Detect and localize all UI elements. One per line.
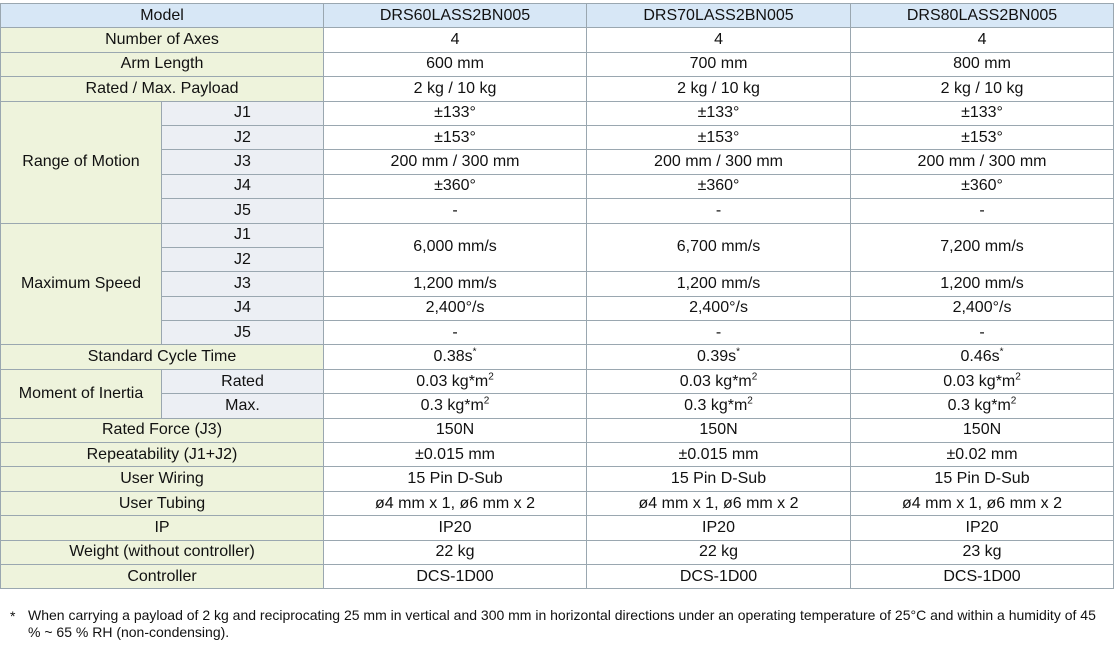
cell-value bbox=[324, 369, 587, 393]
table-row bbox=[1, 394, 1114, 418]
footnote-mark: * bbox=[472, 346, 477, 358]
sub-label: Max. bbox=[162, 394, 324, 418]
cycle-value: 0.38s bbox=[433, 348, 473, 366]
cell-value: DCS-1D00 bbox=[587, 564, 851, 588]
cell-value bbox=[851, 369, 1114, 393]
exponent: 2 bbox=[1015, 371, 1021, 383]
cell-value: 15 Pin D-Sub bbox=[587, 467, 851, 491]
model-name: DRS60LASS2BN005 bbox=[324, 4, 587, 28]
joint-label: J1 bbox=[162, 101, 324, 125]
footnote-text: When carrying a payload of 2 kg and reciprocating 25 mm in vertical and 300 mm in horizontal directions under an operating temperature of 25°C and within a humidity of 45 % ~ 65 % RH (non-condensing). bbox=[28, 607, 1096, 640]
cell-value: IP20 bbox=[587, 516, 851, 540]
cell-value: ø4 mm x 1, ø6 mm x 2 bbox=[324, 491, 587, 515]
cell-value: 150N bbox=[324, 418, 587, 442]
cell-value bbox=[851, 394, 1114, 418]
cell-value: 7,200 mm/s bbox=[851, 223, 1114, 272]
footnote-mark: * bbox=[10, 608, 16, 624]
footnote-mark: * bbox=[736, 346, 741, 358]
table-row bbox=[1, 174, 1114, 198]
table-row bbox=[1, 199, 1114, 223]
exponent: 2 bbox=[483, 395, 490, 407]
cell-value: 22 kg bbox=[587, 540, 851, 564]
cell-value: 23 kg bbox=[851, 540, 1114, 564]
row-label: Repeatability (J1+J2) bbox=[1, 443, 324, 467]
header-row bbox=[1, 4, 1114, 28]
cell-value: ø4 mm x 1, ø6 mm x 2 bbox=[851, 491, 1114, 515]
model-header: Model bbox=[1, 4, 324, 28]
row-label: User Tubing bbox=[1, 491, 324, 515]
joint-label: J1 bbox=[162, 223, 324, 247]
footnote-mark: * bbox=[999, 346, 1004, 358]
cell-value bbox=[587, 394, 851, 418]
cell-value: 200 mm / 300 mm bbox=[324, 150, 587, 174]
cell-value: ±0.015 mm bbox=[587, 443, 851, 467]
table-row bbox=[1, 491, 1114, 515]
cell-value: 700 mm bbox=[587, 52, 851, 76]
joint-label: J3 bbox=[162, 272, 324, 296]
cell-value: ±360° bbox=[324, 174, 587, 198]
cell-value: 15 Pin D-Sub bbox=[851, 467, 1114, 491]
cell-value: - bbox=[587, 199, 851, 223]
cycle-value: 0.39s bbox=[696, 348, 737, 366]
cell-value: ±153° bbox=[851, 125, 1114, 149]
cell-value: 22 kg bbox=[324, 540, 587, 564]
row-label: Rated / Max. Payload bbox=[1, 77, 324, 101]
table-row bbox=[1, 540, 1114, 564]
cell-value: 2,400°/s bbox=[587, 296, 851, 320]
inertia-value: 0.3 kg*m bbox=[947, 396, 1011, 414]
row-label: IP bbox=[1, 516, 324, 540]
spec-table bbox=[0, 3, 1114, 589]
footnote bbox=[10, 607, 1110, 641]
cell-value: 15 Pin D-Sub bbox=[324, 467, 587, 491]
cell-value: ±360° bbox=[851, 174, 1114, 198]
cell-value: ±360° bbox=[587, 174, 851, 198]
table-row bbox=[1, 467, 1114, 491]
cell-value: 4 bbox=[587, 28, 851, 52]
joint-label: J2 bbox=[162, 125, 324, 149]
cell-value: ±133° bbox=[587, 101, 851, 125]
joint-label: J5 bbox=[162, 199, 324, 223]
cell-value: DCS-1D00 bbox=[324, 564, 587, 588]
cell-value: ±153° bbox=[587, 125, 851, 149]
row-group-label: Moment of Inertia bbox=[1, 369, 162, 418]
cell-value: - bbox=[324, 199, 587, 223]
table-row bbox=[1, 321, 1114, 345]
row-group-label: Maximum Speed bbox=[1, 223, 162, 345]
model-name: DRS80LASS2BN005 bbox=[851, 4, 1114, 28]
cell-value: 2,400°/s bbox=[324, 296, 587, 320]
cell-value: 200 mm / 300 mm bbox=[851, 150, 1114, 174]
cell-value: ±133° bbox=[851, 101, 1114, 125]
cell-value: 1,200 mm/s bbox=[587, 272, 851, 296]
row-label: Arm Length bbox=[1, 52, 324, 76]
cell-value: - bbox=[324, 321, 587, 345]
cell-value: - bbox=[851, 321, 1114, 345]
joint-label: J4 bbox=[162, 174, 324, 198]
row-group-label: Range of Motion bbox=[1, 101, 162, 223]
row-label: User Wiring bbox=[1, 467, 324, 491]
table-row bbox=[1, 345, 1114, 369]
table-row bbox=[1, 223, 1114, 247]
table-row bbox=[1, 296, 1114, 320]
joint-label: J3 bbox=[162, 150, 324, 174]
cell-value: ±0.015 mm bbox=[324, 443, 587, 467]
inertia-value: 0.3 kg*m bbox=[684, 396, 748, 414]
table-row bbox=[1, 272, 1114, 296]
cell-value: DCS-1D00 bbox=[851, 564, 1114, 588]
cell-value: 6,000 mm/s bbox=[324, 223, 587, 272]
table-row bbox=[1, 125, 1114, 149]
exponent: 2 bbox=[1010, 395, 1017, 407]
cell-value: 2 kg / 10 kg bbox=[324, 77, 587, 101]
cell-value: ±0.02 mm bbox=[851, 443, 1114, 467]
cell-value: 600 mm bbox=[324, 52, 587, 76]
cell-value bbox=[324, 394, 587, 418]
cell-value: IP20 bbox=[851, 516, 1114, 540]
cell-value: - bbox=[851, 199, 1114, 223]
cell-value: 800 mm bbox=[851, 52, 1114, 76]
table-row bbox=[1, 564, 1114, 588]
table-row bbox=[1, 369, 1114, 393]
cell-value: 2 kg / 10 kg bbox=[587, 77, 851, 101]
cell-value: ø4 mm x 1, ø6 mm x 2 bbox=[587, 491, 851, 515]
joint-label: J4 bbox=[162, 296, 324, 320]
cell-value bbox=[324, 345, 587, 369]
cycle-value: 0.46s bbox=[960, 348, 1000, 366]
inertia-value: 0.03 kg*m bbox=[943, 372, 1016, 390]
model-name: DRS70LASS2BN005 bbox=[587, 4, 851, 28]
row-label: Weight (without controller) bbox=[1, 540, 324, 564]
joint-label: J2 bbox=[162, 247, 324, 271]
cell-value bbox=[587, 345, 851, 369]
cell-value: 1,200 mm/s bbox=[851, 272, 1114, 296]
cell-value: 1,200 mm/s bbox=[324, 272, 587, 296]
cell-value bbox=[851, 345, 1114, 369]
cell-value: 2 kg / 10 kg bbox=[851, 77, 1114, 101]
sub-label: Rated bbox=[162, 369, 324, 393]
cell-value: 4 bbox=[324, 28, 587, 52]
exponent: 2 bbox=[747, 395, 753, 407]
inertia-value: 0.03 kg*m bbox=[416, 372, 489, 390]
row-label: Controller bbox=[1, 564, 324, 588]
row-label: Standard Cycle Time bbox=[1, 345, 324, 369]
cell-value: 150N bbox=[587, 418, 851, 442]
cell-value: 2,400°/s bbox=[851, 296, 1114, 320]
cell-value: 200 mm / 300 mm bbox=[587, 150, 851, 174]
cell-value: IP20 bbox=[324, 516, 587, 540]
inertia-value: 0.03 kg*m bbox=[679, 372, 752, 390]
exponent: 2 bbox=[488, 371, 494, 383]
table-row bbox=[1, 516, 1114, 540]
joint-label: J5 bbox=[162, 321, 324, 345]
row-label: Rated Force (J3) bbox=[1, 418, 324, 442]
table-row bbox=[1, 77, 1114, 101]
exponent: 2 bbox=[751, 371, 758, 383]
row-label: Number of Axes bbox=[1, 28, 324, 52]
table-row bbox=[1, 28, 1114, 52]
inertia-value: 0.3 kg*m bbox=[420, 396, 484, 414]
cell-value bbox=[587, 369, 851, 393]
table-row bbox=[1, 443, 1114, 467]
cell-value: ±153° bbox=[324, 125, 587, 149]
cell-value: 6,700 mm/s bbox=[587, 223, 851, 272]
cell-value: ±133° bbox=[324, 101, 587, 125]
cell-value: 4 bbox=[851, 28, 1114, 52]
cell-value: - bbox=[587, 321, 851, 345]
table-row bbox=[1, 101, 1114, 125]
table-row bbox=[1, 418, 1114, 442]
table-row bbox=[1, 52, 1114, 76]
table-row bbox=[1, 150, 1114, 174]
cell-value: 150N bbox=[851, 418, 1114, 442]
